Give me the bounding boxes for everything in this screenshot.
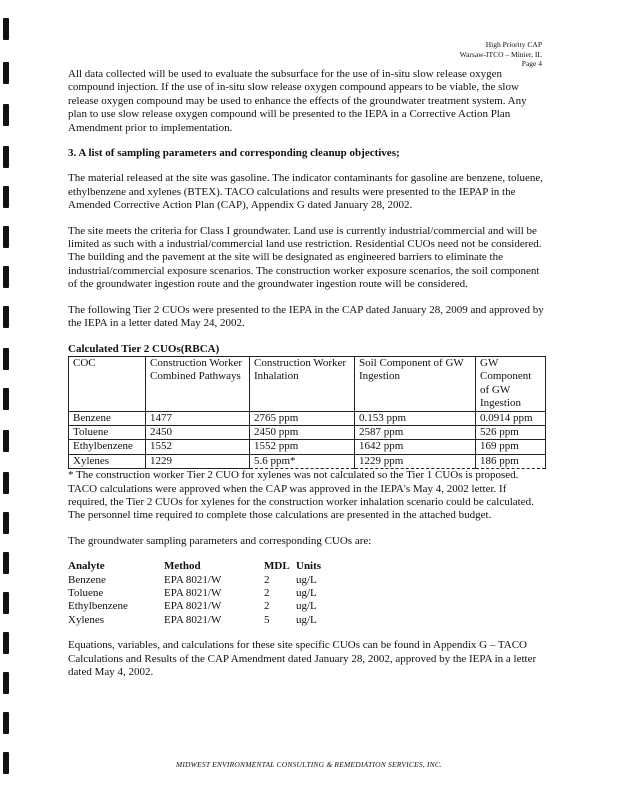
binding-mark [3,306,9,328]
binding-marks [0,0,14,800]
table-cell: 526 ppm [476,425,546,439]
table-cell: 5.6 ppm* [250,454,355,468]
table-row [69,425,546,439]
table-row [69,454,546,468]
paragraph-appendix-reference: Equations, variables, and calculations for these site specific CUOs can be found in Appendix G – TACO Calculations and Results of the CAP Amendment dated January 28, 2002, approved by the IEPA in a letter dated May 4, 2002. [68,639,537,679]
table-cell: ug/L [296,587,317,599]
table-cell: 2 [264,587,270,599]
table-cell: 5 [264,613,270,626]
table-cell: Ethylbenzene [68,600,128,613]
table-cell: Xylenes [68,613,105,626]
binding-mark [3,472,9,494]
binding-mark [3,18,9,40]
table-cell: EPA 8021/W [164,613,222,626]
cuo-table-title: Calculated Tier 2 CUOs(RBCA) [68,342,220,355]
table-cell: 0.0914 ppm [476,411,546,425]
paragraph-site-criteria: The site meets the criteria for Class I groundwater. Land use is currently industrial/commercial and will be limited as such with a industrial/commercial land use restriction. Residential CUOs need not be considered. The building and the pavement at the site will be designated as engineered barriers to eliminate the industrial/commercial exposure scenarios. The construction worker exposure scenarios, the soil component of the groundwater ingestion route and the groundwater ingestion route will be considered. [68,224,542,291]
section-heading-3: 3. A list of sampling parameters and corresponding cleanup objectives; [68,147,400,160]
table-row [69,440,546,454]
column-header: Analyte [68,560,105,573]
table-cell: Ethylbenzene [69,440,146,454]
table-cell: EPA 8021/W [164,573,222,586]
page-content [68,68,546,691]
cuo-table [68,356,546,469]
cuo-footnote: * The construction worker Tier 2 CUO for xylenes was not calculated so the Tier 1 CUOs is proposed. TACO calculations were approved when the CAP was approved in the IEPA's May 4, 2002 letter. If required, the Tier 2 CUOs for xylenes for the construction worker inhalation scenario could be calculated. The personnel time required to complete those calculations are presented in the attached budget. [68,469,534,522]
column-header: Soil Component of GW Ingestion [355,356,476,411]
binding-mark [3,186,9,208]
table-cell: 186 ppm [476,454,546,468]
paragraph-material: The material released at the site was gasoline. The indicator contaminants for gasoline are benzene, toluene, ethylbenzene and xylenes (BTEX). TACO calculations and results were presented to the IEPAP in the Amended Corrective Action Plan (CAP), Appendix G dated January 28, 2002. [68,172,544,212]
table-row [68,587,336,600]
analyte-table [68,560,336,627]
table-row [68,574,336,587]
binding-mark [3,104,9,126]
table-cell: 1229 [146,454,250,468]
table-row [68,600,336,613]
column-header: MDL [264,560,290,573]
table-cell: 2450 ppm [250,425,355,439]
binding-mark [3,672,9,694]
paragraph-sampling-intro: The groundwater sampling parameters and corresponding CUOs are: [68,534,372,547]
binding-mark [3,388,9,410]
binding-mark [3,62,9,84]
binding-mark [3,348,9,370]
binding-mark [3,632,9,654]
table-cell: Benzene [69,411,146,425]
table-cell: Xylenes [69,454,146,468]
table-cell: 2 [264,600,270,613]
table-cell: 1552 ppm [250,440,355,454]
binding-mark [3,430,9,452]
table-row [69,411,546,425]
paragraph-tier2-intro: The following Tier 2 CUOs were presented to the IEPA in the CAP dated January 28, 2009 and approved by the IEPA in a letter dated May 24, 2002. [68,303,544,330]
column-header: Construction Worker Inhalation [250,356,355,411]
paragraph-data-use: All data collected will be used to evaluate the subsurface for the use of in-situ slow release oxygen compound injection. If the use of in-situ slow release oxygen compound appears to be viable, the slow release oxygen compound may be used to enhance the effects of the groundwater treatment system. Any plan to use slow release oxygen compound will be presented to the IEPA in a Corrective Action Plan Amendment prior to implementation. [68,68,527,134]
table-cell: 1552 [146,440,250,454]
table-cell: ug/L [296,600,317,613]
page-footer: MIDWEST ENVIRONMENTAL CONSULTING & REMEDIATION SERVICES, INC. [175,760,443,769]
column-header: Units [296,560,322,573]
table-cell: Toluene [68,587,104,599]
table-cell: 2587 ppm [355,425,476,439]
binding-mark [3,512,9,534]
table-cell: EPA 8021/W [164,600,222,613]
column-header: GW Component of GW Ingestion [476,356,546,411]
table-cell: EPA 8021/W [164,587,222,599]
table-cell: 1642 ppm [355,440,476,454]
table-cell: 1477 [146,411,250,425]
table-header-row [68,560,336,573]
table-row [68,614,336,627]
binding-mark [3,552,9,574]
column-header: Method [164,560,201,573]
table-cell: 169 ppm [476,440,546,454]
binding-mark [3,712,9,734]
binding-mark [3,266,9,288]
header-page-number: Page 4 [521,59,542,68]
page-header [460,40,542,69]
binding-mark [3,226,9,248]
binding-mark [3,146,9,168]
table-cell: Toluene [69,425,146,439]
table-cell: 0.153 ppm [355,411,476,425]
header-title: High Priority CAP [485,40,542,49]
table-cell: 2450 [146,425,250,439]
table-cell: 2765 ppm [250,411,355,425]
header-site: Warsaw-ITCO – Minier, IL [459,49,542,59]
table-cell: Benzene [68,573,106,586]
table-header-row [69,356,546,411]
table-cell: ug/L [296,573,317,586]
column-header: COC [69,356,146,411]
table-cell: 1229 ppm [355,454,476,468]
binding-mark [3,592,9,614]
column-header: Construction Worker Combined Pathways [146,356,250,411]
table-cell: 2 [264,573,270,586]
table-cell: ug/L [296,613,317,626]
